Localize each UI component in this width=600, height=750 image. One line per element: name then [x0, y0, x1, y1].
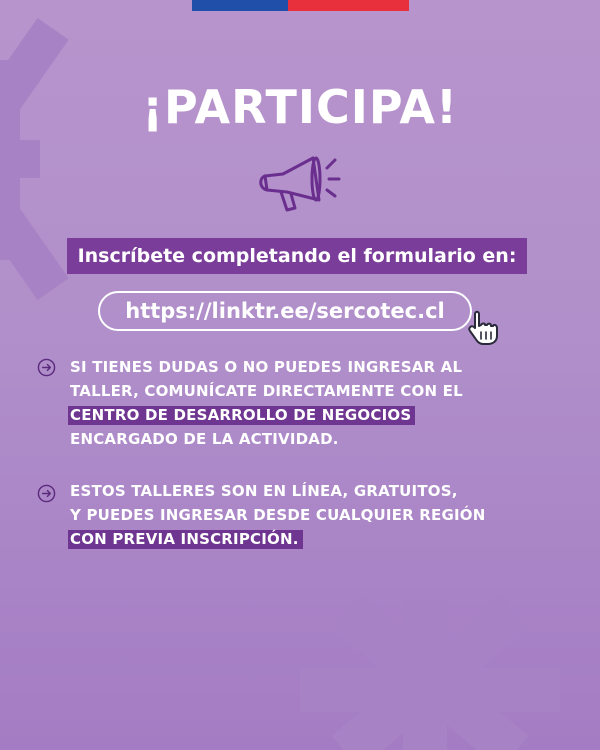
info-paragraph-2-highlight: CON PREVIA INSCRIPCIÓN.	[68, 530, 303, 549]
info-paragraph-1-line-4: ENCARGADO DE LA ACTIVIDAD.	[70, 430, 339, 448]
flag-stripe-blue	[192, 0, 288, 11]
info-paragraph-1-line-2: TALLER, COMUNÍCATE DIRECTAMENTE CON EL	[70, 382, 463, 400]
page-title: ¡PARTICIPA!	[142, 80, 458, 134]
info-paragraph-1-highlight: CENTRO DE DESARROLLO DE NEGOCIOS	[68, 406, 415, 425]
arrow-circle-right-icon	[37, 484, 56, 503]
info-paragraph-2-line-1: ESTOS TALLERES SON EN LÍNEA, GRATUITOS,	[70, 482, 458, 500]
info-paragraph-2	[70, 479, 486, 551]
megaphone-icon	[255, 150, 345, 220]
hand-pointer-icon	[465, 310, 501, 346]
registration-link[interactable]: https://linktr.ee/sercotec.cl	[98, 291, 472, 331]
decorative-asterisk-right	[300, 600, 600, 750]
flag-stripe-red	[288, 0, 409, 11]
info-paragraph-1-line-1: SI TIENES DUDAS O NO PUEDES INGRESAR AL	[70, 358, 463, 376]
arrow-circle-right-icon	[37, 358, 56, 377]
info-paragraph-1	[70, 355, 463, 451]
register-instruction: Inscríbete completando el formulario en:	[67, 238, 527, 274]
info-paragraph-2-line-2: Y PUEDES INGRESAR DESDE CUALQUIER REGIÓN	[70, 506, 486, 524]
